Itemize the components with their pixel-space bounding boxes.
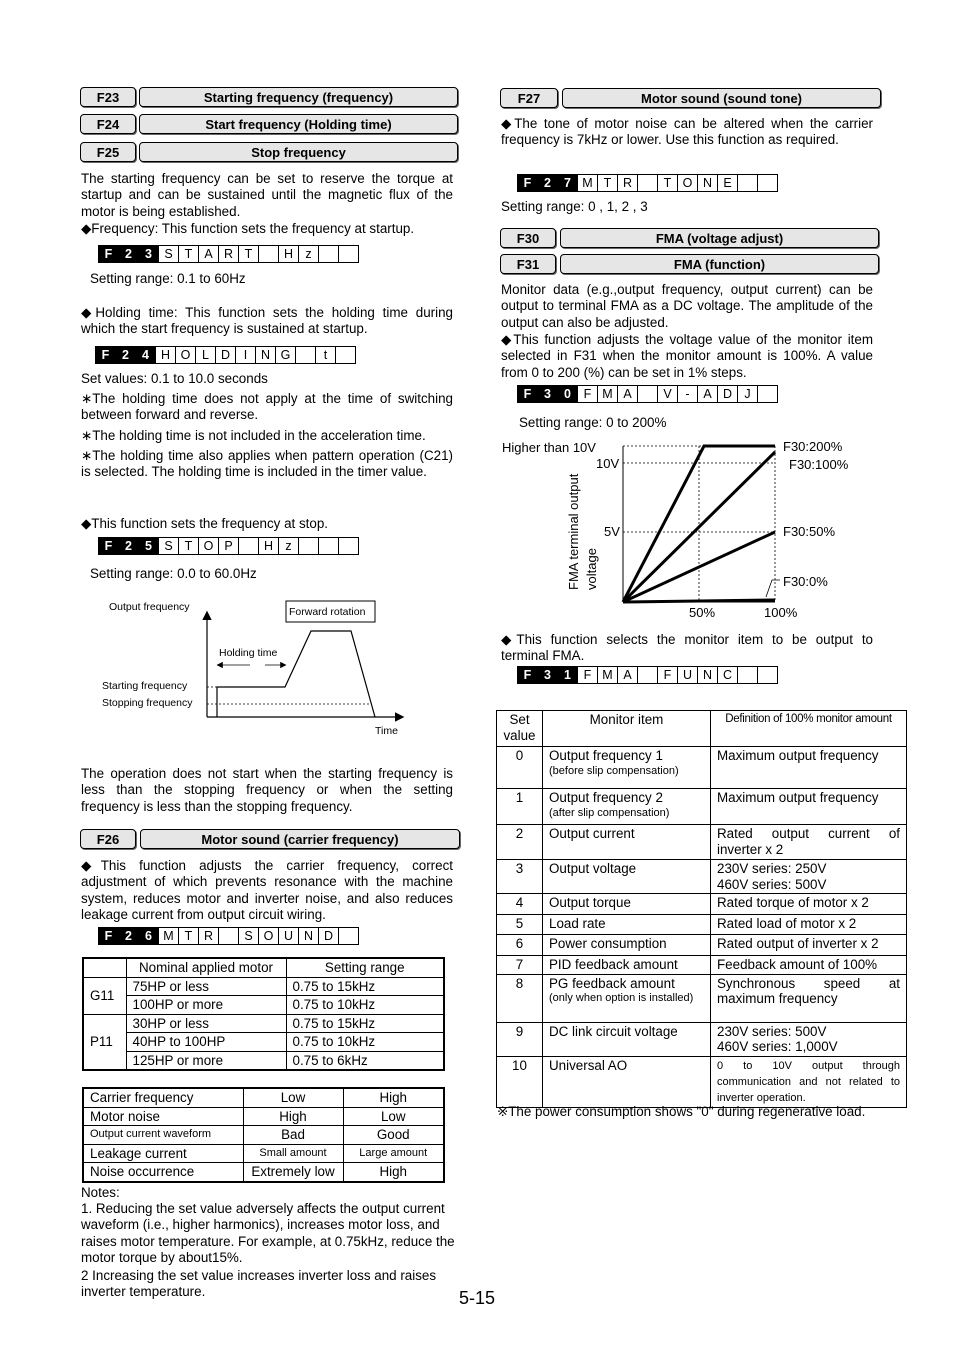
- monitor-row: [497, 1056, 907, 1107]
- keypad-char: I: [235, 346, 256, 364]
- keypad-char: z: [278, 537, 299, 555]
- keypad-char: [258, 245, 279, 263]
- monitor-item-cell: [543, 860, 711, 894]
- graph-x-50: 50%: [689, 605, 716, 620]
- keypad-char: t: [315, 346, 336, 364]
- monitor-item-note: (after slip compensation): [549, 806, 670, 819]
- keypad-char: F: [98, 245, 119, 263]
- keypad-char: [318, 537, 339, 555]
- keypad-char: N: [697, 174, 718, 192]
- p11-motor-0: 30HP or less: [126, 1014, 286, 1033]
- monitor-definition: Maximum output frequency: [711, 747, 907, 789]
- monitor-definition: Rated output current of inverter x 2: [711, 825, 907, 860]
- keypad-char: V: [657, 385, 678, 403]
- graph-x-100: 100%: [764, 605, 798, 620]
- nominal-motor-table: [82, 957, 445, 1071]
- f27-title: Motor sound (sound tone): [562, 88, 881, 108]
- f24-code: F24: [80, 114, 136, 134]
- f26-bullet: ◆This function adjusts the carrier frequency, correct adjustment of which prevents resonance with the machine system, reduces motor and inverter noise, and also reduces leakage current from output circuit wiring.: [81, 858, 453, 923]
- keypad-char: [338, 927, 359, 945]
- monitor-row: [497, 894, 907, 915]
- f27-setting-range: Setting range: 0 , 1, 2 , 3: [501, 199, 648, 214]
- notes-title: Notes:: [81, 1185, 120, 1200]
- keypad-char: O: [198, 537, 219, 555]
- carrier-row-3-low: Small amount: [243, 1144, 343, 1163]
- notes-item-2: 2 Increasing the set value increases inverter loss and raises inverter temperature.: [81, 1268, 437, 1300]
- start-stop-frequency-diagram: [90, 595, 420, 745]
- keypad-char: F: [657, 666, 678, 684]
- keypad-char: M: [597, 666, 618, 684]
- f31-title: FMA (function): [560, 254, 879, 274]
- monitor-item-cell: [543, 935, 711, 956]
- p11-range-1: 0.75 to 10kHz: [286, 1033, 444, 1052]
- monitor-set-value: 2: [497, 825, 543, 860]
- keypad-char: [737, 666, 758, 684]
- keypad-f26: [99, 927, 359, 945]
- carrier-row-4-label: Noise occurrence: [83, 1163, 243, 1182]
- keypad-f30: [518, 385, 778, 403]
- monitor-row: [497, 935, 907, 956]
- keypad-char: N: [298, 927, 319, 945]
- keypad-char: F: [98, 537, 119, 555]
- f26-code: F26: [80, 829, 136, 849]
- keypad-f23: [99, 245, 359, 263]
- monitor-definition: Maximum output frequency: [711, 789, 907, 825]
- monitor-definition: 0 to 10V output through communication and not related to inverter operation.: [711, 1056, 907, 1107]
- keypad-char: 3: [537, 666, 558, 684]
- keypad-char: T: [178, 245, 199, 263]
- keypad-char: [338, 245, 359, 263]
- f30-setting-range: Setting range: 0 to 200%: [519, 415, 667, 430]
- keypad-char: N: [255, 346, 276, 364]
- keypad-f27: [518, 174, 778, 192]
- keypad-f24: [96, 346, 356, 364]
- monitor-set-value: 0: [497, 747, 543, 789]
- monitor-item-cell: [543, 1022, 711, 1056]
- keypad-char: 7: [557, 174, 578, 192]
- monitor-row: [497, 747, 907, 789]
- monitor-item-name: Output voltage: [549, 861, 637, 876]
- keypad-char: L: [195, 346, 216, 364]
- keypad-char: F: [517, 385, 538, 403]
- keypad-char: [295, 346, 316, 364]
- keypad-char: 2: [118, 245, 139, 263]
- f26-title: Motor sound (carrier frequency): [140, 829, 460, 849]
- keypad-char: M: [158, 927, 179, 945]
- label-forward-rotation: Forward rotation: [289, 606, 366, 618]
- keypad-char: 5: [138, 537, 159, 555]
- keypad-char: H: [155, 346, 176, 364]
- carrier-row-0-low: Low: [243, 1088, 343, 1107]
- monitor-item-name: Universal AO: [549, 1057, 628, 1073]
- monitor-row: [497, 974, 907, 1022]
- monitor-item-name: Output torque: [549, 895, 631, 910]
- keypad-char: F: [95, 346, 116, 364]
- f23-code: F23: [80, 87, 136, 107]
- graph-label-10v: 10V: [596, 456, 620, 471]
- monitor-item-name: Load rate: [549, 916, 606, 931]
- keypad-char: P: [218, 537, 239, 555]
- monitor-item-name: Power consumption: [549, 936, 667, 951]
- nominal-header-range: Setting range: [286, 958, 444, 977]
- f23-title: Starting frequency (frequency): [139, 87, 458, 107]
- monitor-item-cell: [543, 974, 711, 1022]
- keypad-char: T: [238, 245, 259, 263]
- group-p11: P11: [83, 1014, 126, 1070]
- keypad-char: H: [278, 245, 299, 263]
- keypad-char: C: [717, 666, 738, 684]
- carrier-row-4-low: Extremely low: [243, 1163, 343, 1182]
- f27-code: F27: [500, 88, 558, 108]
- g11-motor-0: 75HP or less: [126, 977, 286, 996]
- keypad-char: N: [697, 666, 718, 684]
- monitor-set-value: 10: [497, 1056, 543, 1107]
- monitor-set-value: 6: [497, 935, 543, 956]
- line-f30-0: [623, 600, 775, 602]
- carrier-row-3-high: Large amount: [343, 1144, 444, 1163]
- graph-ylabel-1: FMA terminal output: [566, 473, 581, 590]
- label-output-frequency: Output frequency: [109, 601, 190, 613]
- notes-item-1: 1. Reducing the set value adversely affects the output current waveform (i.e., higher harmonics), increases motor loss, and raises motor temperature. For example, at 0.75kHz, reduce the motor torque by about15%.: [81, 1201, 455, 1266]
- keypad-char: O: [677, 174, 698, 192]
- graph-label-f30-100: F30:100%: [789, 457, 849, 472]
- keypad-char: A: [617, 385, 638, 403]
- frequency-bullet: ◆Frequency: This function sets the frequency at startup.: [81, 221, 415, 236]
- monitor-item-note: (only when option is installed): [549, 992, 694, 1004]
- monitor-set-value: 3: [497, 860, 543, 894]
- monitor-definition: Rated torque of motor x 2: [711, 894, 907, 915]
- f30-bullet: ◆This function adjusts the voltage value of the monitor item selected in F31 when the monitor amount is 100%. A value from 0 to 200 (%) can be set in 1% steps.: [501, 332, 873, 380]
- label-stopping-frequency: Stopping frequency: [102, 697, 193, 709]
- f25-setting-range: Setting range: 0.0 to 60.0Hz: [90, 566, 257, 581]
- monitor-item-cell: [543, 1056, 711, 1107]
- keypad-char: 3: [537, 385, 558, 403]
- monitor-set-value: 1: [497, 789, 543, 825]
- holding-note-3: ∗The holding time also applies when pattern operation (C21) is selected. The holding time is included in the timer value.: [81, 448, 453, 480]
- keypad-f31: [518, 666, 778, 684]
- graph-label-f30-0: F30:0%: [783, 574, 828, 589]
- keypad-char: [637, 174, 658, 192]
- keypad-char: 2: [118, 537, 139, 555]
- monitor-set-value: 7: [497, 956, 543, 975]
- label-starting-frequency: Starting frequency: [102, 680, 188, 692]
- keypad-f25: [99, 537, 359, 555]
- holding-note-1: ∗The holding time does not apply at the time of switching between forward and reverse.: [81, 391, 453, 423]
- keypad-char: A: [198, 245, 219, 263]
- keypad-char: [757, 385, 778, 403]
- monitor-row: [497, 915, 907, 935]
- monitor-row: [497, 789, 907, 825]
- monitor-item-note: (before slip compensation): [549, 764, 679, 777]
- keypad-char: R: [218, 245, 239, 263]
- f23-setting-range: Setting range: 0.1 to 60Hz: [90, 271, 246, 286]
- keypad-char: 6: [138, 927, 159, 945]
- operation-note: The operation does not start when the starting frequency is less than the stopping frequency or when the setting frequency is less than the stopping frequency.: [81, 766, 453, 814]
- keypad-char: O: [258, 927, 279, 945]
- monitor-set-value: 4: [497, 894, 543, 915]
- keypad-char: R: [617, 174, 638, 192]
- keypad-char: G: [275, 346, 296, 364]
- keypad-char: F: [517, 666, 538, 684]
- monitor-item-cell: [543, 789, 711, 825]
- keypad-char: 0: [557, 385, 578, 403]
- monitor-definition: Rated output of inverter x 2: [711, 935, 907, 956]
- keypad-char: [637, 666, 658, 684]
- f25-title: Stop frequency: [139, 142, 458, 162]
- keypad-char: 1: [557, 666, 578, 684]
- monitor-row: [497, 860, 907, 894]
- graph-ylabel-2: voltage: [584, 548, 599, 590]
- graph-label-f30-200: F30:200%: [783, 439, 843, 454]
- keypad-char: 2: [115, 346, 136, 364]
- keypad-char: T: [597, 174, 618, 192]
- carrier-frequency-table: [82, 1087, 445, 1183]
- g11-range-1: 0.75 to 10kHz: [286, 996, 444, 1015]
- keypad-char: D: [215, 346, 236, 364]
- keypad-char: S: [238, 927, 259, 945]
- page-number: 5-15: [459, 1288, 496, 1308]
- keypad-char: [298, 537, 319, 555]
- monitor-header-set-value: Set value: [497, 711, 543, 747]
- monitor-set-value: 9: [497, 1022, 543, 1056]
- monitor-set-value: 8: [497, 974, 543, 1022]
- keypad-char: S: [158, 245, 179, 263]
- monitor-intro: Monitor data (e.g.,output frequency, output current) can be output to terminal FMA as a DC voltage. The amplitude of the output can also be adjusted.: [501, 282, 873, 330]
- f27-bullet: ◆The tone of motor noise can be altered when the carrier frequency is 7kHz or lower. Use this function as required.: [501, 116, 873, 148]
- keypad-char: M: [597, 385, 618, 403]
- nominal-header-motor: Nominal applied motor: [126, 958, 286, 977]
- keypad-char: E: [717, 174, 738, 192]
- monitor-row: [497, 1022, 907, 1056]
- monitor-item-name: PID feedback amount: [549, 957, 678, 972]
- keypad-char: R: [198, 927, 219, 945]
- carrier-row-2-low: Bad: [243, 1126, 343, 1145]
- g11-range-0: 0.75 to 15kHz: [286, 977, 444, 996]
- graph-label-5v: 5V: [604, 524, 620, 539]
- monitor-header-definition: Definition of 100% monitor amount: [711, 711, 907, 747]
- keypad-char: [318, 245, 339, 263]
- keypad-char: 2: [537, 174, 558, 192]
- keypad-char: 4: [135, 346, 156, 364]
- keypad-char: F: [517, 174, 538, 192]
- keypad-char: T: [178, 537, 199, 555]
- graph-label-higher: Higher than 10V: [502, 440, 596, 455]
- monitor-item-cell: [543, 894, 711, 915]
- fma-voltage-graph: [500, 432, 860, 622]
- p11-motor-2: 125HP or more: [126, 1051, 286, 1070]
- graph-f30-0-pointer: [766, 580, 780, 597]
- keypad-char: [335, 346, 356, 364]
- keypad-char: D: [318, 927, 339, 945]
- monitor-set-value: 5: [497, 915, 543, 935]
- f31-code: F31: [500, 254, 556, 274]
- keypad-char: [737, 174, 758, 192]
- f31-bullet: ◆This function selects the monitor item to be output to terminal FMA.: [501, 632, 873, 664]
- f30-title: FMA (voltage adjust): [560, 228, 879, 248]
- carrier-row-1-high: Low: [343, 1107, 444, 1126]
- set-values: Set values: 0.1 to 10.0 seconds: [81, 371, 268, 386]
- keypad-char: 2: [118, 927, 139, 945]
- keypad-char: A: [697, 385, 718, 403]
- group-g11: G11: [83, 977, 126, 1014]
- keypad-char: 3: [138, 245, 159, 263]
- power-consumption-footnote: ※The power consumption shows "0" during regenerative load.: [497, 1104, 866, 1119]
- graph-label-f30-50: F30:50%: [783, 524, 836, 539]
- stop-bullet: ◆This function sets the frequency at stop.: [81, 516, 328, 531]
- keypad-char: F: [98, 927, 119, 945]
- keypad-char: O: [175, 346, 196, 364]
- monitor-item-table: [496, 710, 907, 1108]
- carrier-row-2-high: Good: [343, 1126, 444, 1145]
- monitor-item-cell: [543, 956, 711, 975]
- keypad-char: F: [577, 385, 598, 403]
- keypad-char: z: [298, 245, 319, 263]
- monitor-item-name: Output current: [549, 826, 635, 841]
- monitor-item-name: DC link circuit voltage: [549, 1023, 678, 1039]
- monitor-row: [497, 825, 907, 860]
- keypad-char: H: [258, 537, 279, 555]
- keypad-char: D: [717, 385, 738, 403]
- monitor-definition: Synchronous speed at maximum frequency: [711, 974, 907, 1022]
- keypad-char: [238, 537, 259, 555]
- carrier-row-4-high: High: [343, 1163, 444, 1182]
- carrier-row-1-label: Motor noise: [83, 1107, 243, 1126]
- monitor-item-cell: [543, 747, 711, 789]
- monitor-definition: 230V series: 500V 460V series: 1,000V: [711, 1022, 907, 1056]
- monitor-item-name: Output frequency 2: [549, 790, 663, 805]
- carrier-row-0-label: Carrier frequency: [83, 1088, 243, 1107]
- label-time: Time: [375, 725, 398, 737]
- monitor-item-cell: [543, 825, 711, 860]
- keypad-char: S: [158, 537, 179, 555]
- f30-code: F30: [500, 228, 556, 248]
- carrier-row-3-label: Leakage current: [83, 1144, 243, 1163]
- monitor-definition: Feedback amount of 100%: [711, 956, 907, 975]
- holding-time-bullet: ◆Holding time: This function sets the holding time during which the start frequency is sustained at startup.: [81, 305, 453, 337]
- keypad-char: U: [677, 666, 698, 684]
- monitor-header-item: Monitor item: [543, 711, 711, 747]
- keypad-char: [637, 385, 658, 403]
- monitor-row: [497, 956, 907, 975]
- keypad-char: M: [577, 174, 598, 192]
- holding-note-2: ∗The holding time is not included in the acceleration time.: [81, 428, 426, 443]
- keypad-char: J: [737, 385, 758, 403]
- keypad-char: U: [278, 927, 299, 945]
- p11-range-2: 0.75 to 6kHz: [286, 1051, 444, 1070]
- label-holding-time: Holding time: [219, 647, 278, 659]
- f24-title: Start frequency (Holding time): [139, 114, 458, 134]
- keypad-char: T: [178, 927, 199, 945]
- keypad-char: T: [657, 174, 678, 192]
- keypad-char: F: [577, 666, 598, 684]
- keypad-char: [218, 927, 239, 945]
- monitor-definition: 230V series: 250V 460V series: 500V: [711, 860, 907, 894]
- carrier-row-2-label: Output current waveform: [83, 1126, 243, 1145]
- keypad-char: [338, 537, 359, 555]
- keypad-char: A: [617, 666, 638, 684]
- g11-motor-1: 100HP or more: [126, 996, 286, 1015]
- nominal-empty-cell: [83, 958, 126, 977]
- monitor-item-cell: [543, 915, 711, 935]
- keypad-char: [757, 174, 778, 192]
- keypad-char: -: [677, 385, 698, 403]
- monitor-item-name: Output frequency 1: [549, 748, 663, 763]
- starting-frequency-intro: The starting frequency can be set to reserve the torque at startup and can be sustained until the magnetic flux of the motor is being established.: [81, 171, 453, 219]
- p11-motor-1: 40HP to 100HP: [126, 1033, 286, 1052]
- keypad-char: [757, 666, 778, 684]
- monitor-item-name: PG feedback amount: [549, 975, 675, 991]
- carrier-row-0-high: High: [343, 1088, 444, 1107]
- p11-range-0: 0.75 to 15kHz: [286, 1014, 444, 1033]
- monitor-definition: Rated load of motor x 2: [711, 915, 907, 935]
- carrier-row-1-low: High: [243, 1107, 343, 1126]
- f25-code: F25: [80, 142, 136, 162]
